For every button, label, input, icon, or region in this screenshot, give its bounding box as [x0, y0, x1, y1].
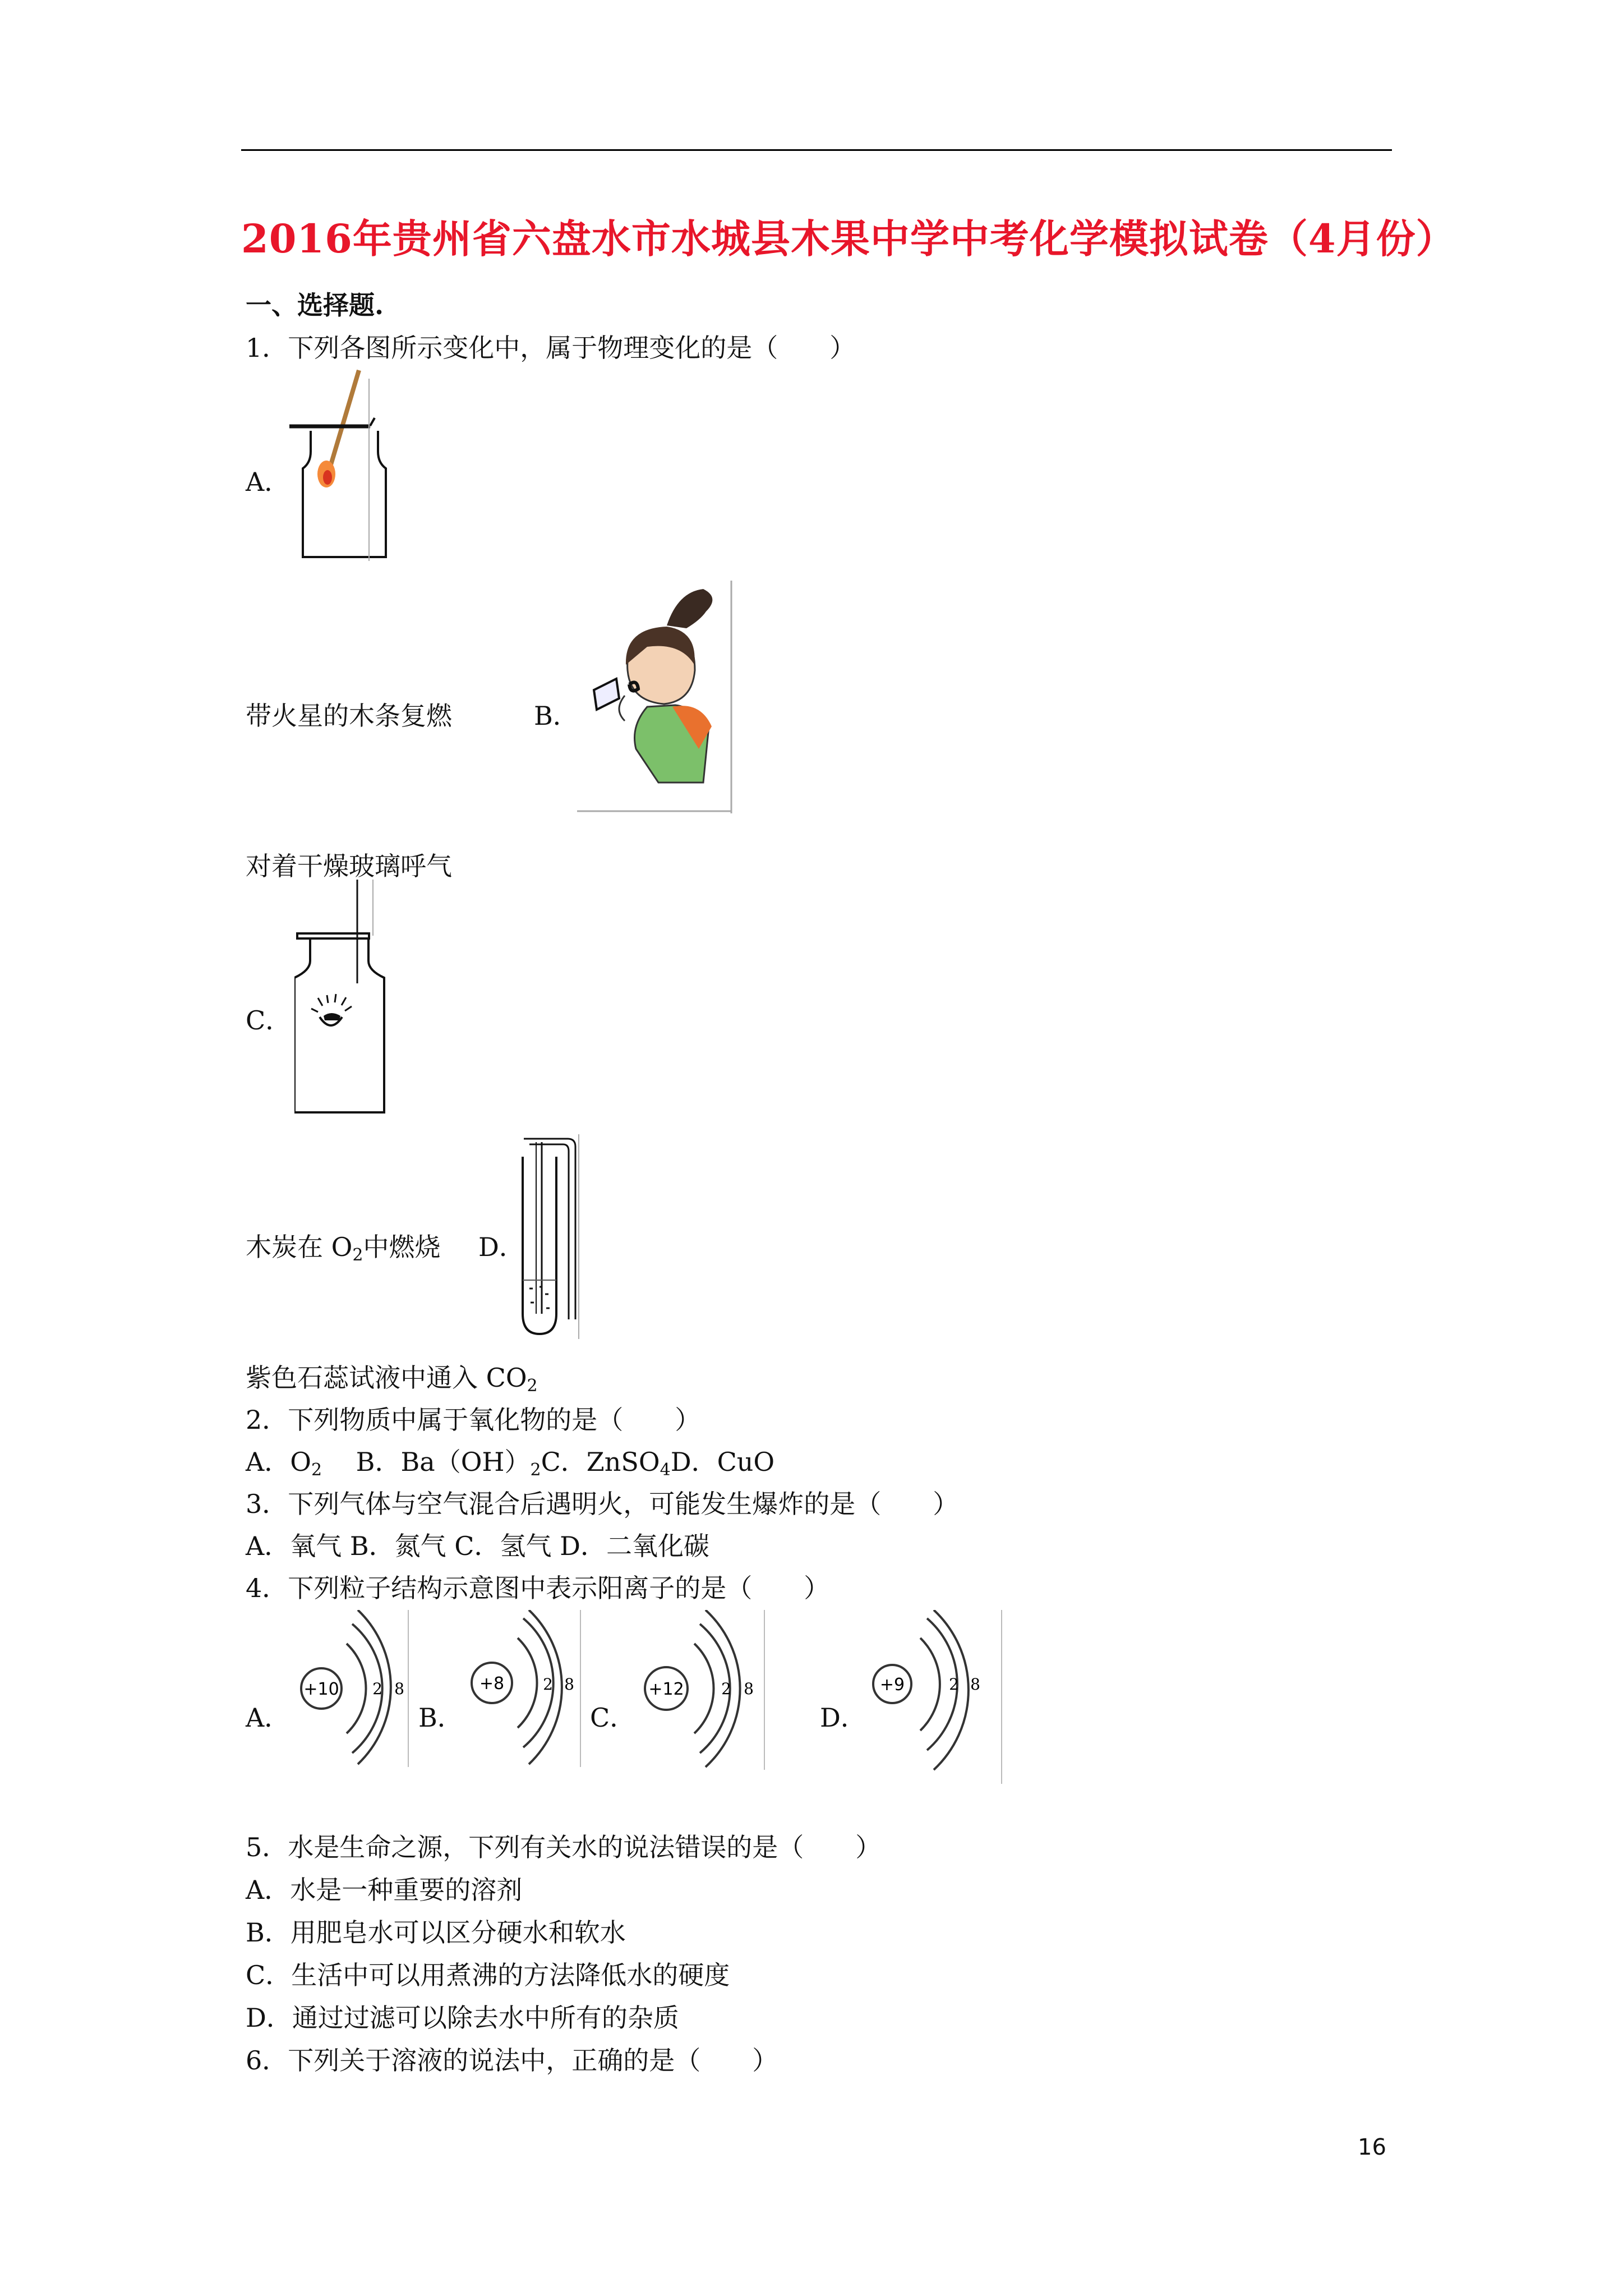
q3-stem: 3．下列气体与空气混合后遇明火，可能发生爆炸的是（ ）	[246, 1489, 959, 1519]
q1-option-c-caption: 木炭在 $O_2$中燃烧	[246, 1232, 441, 1265]
nucleus-c-text: +12	[648, 1680, 684, 1699]
atom-structure-a-figure	[291, 1610, 411, 1767]
svg-text:8: 8	[744, 1680, 754, 1698]
svg-text:8: 8	[970, 1675, 980, 1694]
section-heading: 一、选择题.	[246, 290, 384, 320]
girl-breathing-on-glass-figure	[574, 581, 737, 813]
q4-option-c-label: C．	[590, 1703, 636, 1733]
test-tube-gas-bubbling-figure	[517, 1134, 584, 1339]
page-number: 16	[1358, 2134, 1386, 2160]
q5-stem: 5．水是生命之源，下列有关水的说法错误的是（ ）	[246, 1832, 882, 1862]
atom-structure-c-figure	[635, 1610, 767, 1770]
svg-text:8: 8	[394, 1680, 404, 1698]
q4-option-b-label: B．	[418, 1703, 463, 1733]
nucleus-d-text: +9	[879, 1675, 905, 1695]
q4-option-d-label: D．	[820, 1703, 866, 1733]
q1-stem: 1．下列各图所示变化中，属于物理变化的是（ ）	[246, 333, 856, 363]
exam-title: 2016年贵州省六盘水市水城县木果中学中考化学模拟试卷（4月份）	[241, 215, 1456, 262]
q1-option-b-label: B．	[534, 701, 579, 731]
q2-stem: 2．下列物质中属于氧化物的是（ ）	[246, 1405, 701, 1435]
burning-splint-bottle-figure	[286, 367, 393, 561]
q4-stem: 4．下列粒子结构示意图中表示阳离子的是（ ）	[246, 1573, 830, 1603]
q3-options: A．氧气 B．氮气 C．氢气 D．二氧化碳	[246, 1531, 709, 1561]
q1-option-a-caption: 带火星的木条复燃	[246, 701, 452, 731]
q5-option-b: B．用肥皂水可以区分硬水和软水	[246, 1917, 626, 1948]
q1-option-d-caption: 紫色石蕊试液中通入 $CO_2$	[246, 1363, 538, 1396]
q5-option-a: A．水是一种重要的溶剂	[246, 1875, 523, 1905]
q2-options: A．$O_2$ B．$Ba(OH)_2C$．ZnSO$_4$D．CuO	[246, 1447, 775, 1480]
atom-structure-d-figure	[864, 1610, 1004, 1784]
atom-structure-b-figure	[463, 1610, 583, 1767]
q1-option-b-caption: 对着干燥玻璃呼气	[246, 851, 452, 881]
q6-stem: 6．下列关于溶液的说法中，正确的是（ ）	[246, 2045, 778, 2076]
q1-option-c-label: C．	[246, 1005, 292, 1036]
q4-option-a-label: A．	[246, 1703, 291, 1733]
svg-text:2: 2	[949, 1675, 959, 1694]
q1-option-a-label: A．	[246, 467, 291, 497]
header-rule	[241, 149, 1392, 151]
svg-text:8: 8	[564, 1675, 574, 1694]
q5-option-c: C．生活中可以用煮沸的方法降低水的硬度	[246, 1960, 730, 1990]
nucleus-a-text: +10	[303, 1680, 339, 1699]
nucleus-b-text: +8	[479, 1674, 505, 1694]
svg-text:2: 2	[721, 1680, 731, 1698]
charcoal-burning-bottle-figure	[294, 880, 390, 1115]
svg-text:2: 2	[372, 1680, 382, 1698]
q5-option-d: D．通过过滤可以除去水中所有的杂质	[246, 2003, 679, 2033]
svg-text:2: 2	[543, 1675, 553, 1694]
q1-option-d-label: D．	[478, 1232, 525, 1262]
